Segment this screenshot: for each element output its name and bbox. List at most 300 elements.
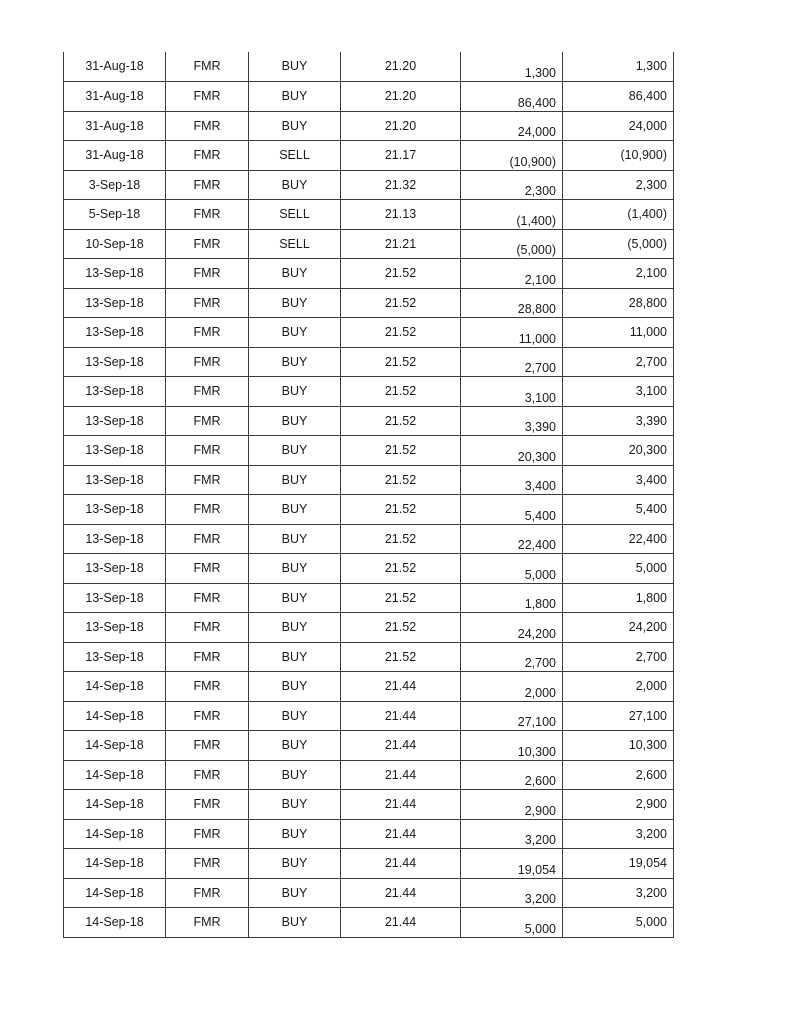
price-cell: [341, 170, 461, 200]
price: 21.44: [384, 856, 417, 870]
trade-date: 14-Sep-18: [85, 767, 144, 782]
transaction-type: BUY: [281, 797, 308, 811]
type-cell: [249, 347, 341, 377]
price-cell: [341, 701, 461, 731]
entity-name: FMR: [193, 266, 221, 280]
total-quantity: 5,000: [635, 915, 667, 929]
entity-cell: [166, 347, 249, 377]
table-row: [64, 672, 674, 702]
table-row: [64, 288, 674, 318]
price: 21.20: [384, 89, 417, 103]
quantity: 5,400: [524, 508, 556, 523]
total-cell: [563, 672, 674, 702]
entity-cell: [166, 288, 249, 318]
quantity-cell: [461, 52, 563, 82]
quantity: 24,000: [517, 125, 556, 139]
price-cell: [341, 672, 461, 702]
total-cell: [563, 436, 674, 466]
date-cell: [64, 642, 166, 672]
price: 21.52: [384, 561, 417, 575]
total-cell: [563, 465, 674, 495]
entity-name: FMR: [193, 236, 221, 251]
price: 21.52: [384, 443, 417, 457]
type-cell: [249, 760, 341, 790]
entity-name: FMR: [193, 856, 221, 870]
entity-cell: [166, 819, 249, 849]
total-quantity: 22,400: [628, 531, 667, 546]
transaction-type: BUY: [281, 590, 308, 605]
price: 21.21: [384, 236, 417, 251]
entity-name: FMR: [193, 148, 221, 162]
total-cell: [563, 229, 674, 259]
type-cell: [249, 170, 341, 200]
entity-cell: [166, 141, 249, 171]
transaction-type: BUY: [281, 738, 308, 752]
total-quantity: 20,300: [628, 443, 667, 457]
price-cell: [341, 554, 461, 584]
transaction-type: SELL: [279, 236, 310, 251]
entity-cell: [166, 465, 249, 495]
entity-name: FMR: [193, 413, 221, 428]
entity-name: FMR: [193, 531, 221, 546]
type-cell: [249, 436, 341, 466]
table-row: [64, 200, 674, 230]
table-row: [64, 318, 674, 348]
table-row: [64, 878, 674, 908]
entity-name: FMR: [193, 649, 221, 664]
total-quantity: 2,700: [635, 354, 667, 369]
quantity-cell: [461, 259, 563, 289]
type-cell: [249, 377, 341, 407]
quantity: 86,400: [517, 95, 556, 110]
quantity: 5,000: [524, 567, 556, 582]
type-cell: [249, 908, 341, 938]
type-cell: [249, 141, 341, 171]
quantity-cell: [461, 908, 563, 938]
entity-name: FMR: [193, 384, 221, 398]
price-cell: [341, 760, 461, 790]
quantity-cell: [461, 111, 563, 141]
table-row: [64, 524, 674, 554]
type-cell: [249, 288, 341, 318]
total-cell: [563, 613, 674, 643]
type-cell: [249, 583, 341, 613]
price: 21.52: [384, 502, 417, 516]
type-cell: [249, 259, 341, 289]
total-quantity: 5,000: [635, 561, 667, 575]
type-cell: [249, 524, 341, 554]
entity-cell: [166, 495, 249, 525]
table-row: [64, 908, 674, 938]
quantity-cell: [461, 465, 563, 495]
transaction-type: BUY: [281, 856, 308, 870]
entity-cell: [166, 259, 249, 289]
trade-date: 31-Aug-18: [85, 148, 144, 162]
total-cell: [563, 259, 674, 289]
quantity: 1,300: [524, 66, 556, 80]
entity-name: FMR: [193, 325, 221, 339]
transaction-type: BUY: [281, 325, 308, 339]
price-cell: [341, 908, 461, 938]
trade-date: 13-Sep-18: [85, 531, 144, 546]
type-cell: [249, 731, 341, 761]
table-row: [64, 819, 674, 849]
total-cell: [563, 347, 674, 377]
price: 21.44: [384, 767, 417, 782]
date-cell: [64, 288, 166, 318]
total-cell: [563, 583, 674, 613]
entity-cell: [166, 52, 249, 82]
price-cell: [341, 465, 461, 495]
total-quantity: 5,400: [635, 502, 667, 516]
date-cell: [64, 878, 166, 908]
entity-name: FMR: [193, 472, 221, 487]
price-cell: [341, 613, 461, 643]
transaction-type: BUY: [281, 767, 308, 782]
date-cell: [64, 908, 166, 938]
quantity-cell: [461, 524, 563, 554]
total-quantity: 3,400: [635, 472, 667, 487]
entity-name: FMR: [193, 59, 221, 73]
total-quantity: (1,400): [627, 207, 667, 221]
entity-name: FMR: [193, 118, 221, 133]
entity-name: FMR: [193, 502, 221, 516]
quantity-cell: [461, 347, 563, 377]
date-cell: [64, 318, 166, 348]
total-quantity: 19,054: [628, 856, 667, 870]
total-quantity: (5,000): [627, 236, 667, 251]
date-cell: [64, 554, 166, 584]
transaction-type: BUY: [281, 649, 308, 664]
total-cell: [563, 908, 674, 938]
total-cell: [563, 200, 674, 230]
price-cell: [341, 141, 461, 171]
total-quantity: 2,900: [635, 797, 667, 811]
total-cell: [563, 524, 674, 554]
quantity-cell: [461, 288, 563, 318]
type-cell: [249, 200, 341, 230]
transactions-table: [63, 52, 674, 938]
date-cell: [64, 583, 166, 613]
total-cell: [563, 495, 674, 525]
trade-date: 13-Sep-18: [85, 354, 144, 369]
price-cell: [341, 731, 461, 761]
total-cell: [563, 52, 674, 82]
type-cell: [249, 229, 341, 259]
type-cell: [249, 701, 341, 731]
entity-cell: [166, 406, 249, 436]
price: 21.44: [384, 797, 417, 811]
price: 21.52: [384, 472, 417, 487]
entity-name: FMR: [193, 826, 221, 841]
total-quantity: 2,100: [635, 266, 667, 280]
total-quantity: 2,000: [635, 679, 667, 693]
price: 21.44: [384, 708, 417, 723]
type-cell: [249, 613, 341, 643]
quantity: 2,300: [524, 184, 556, 198]
quantity-cell: [461, 436, 563, 466]
total-quantity: 3,390: [635, 413, 667, 428]
date-cell: [64, 141, 166, 171]
date-cell: [64, 377, 166, 407]
total-cell: [563, 849, 674, 879]
table-row: [64, 259, 674, 289]
trade-date: 14-Sep-18: [85, 826, 144, 841]
quantity: 2,000: [524, 685, 556, 700]
quantity: 2,900: [524, 803, 556, 818]
trade-date: 13-Sep-18: [85, 649, 144, 664]
entity-name: FMR: [193, 561, 221, 575]
trade-date: 13-Sep-18: [85, 295, 144, 310]
trade-date: 13-Sep-18: [85, 325, 144, 339]
transaction-type: BUY: [281, 443, 308, 457]
quantity-cell: [461, 878, 563, 908]
entity-cell: [166, 613, 249, 643]
quantity-cell: [461, 200, 563, 230]
price-cell: [341, 406, 461, 436]
entity-cell: [166, 170, 249, 200]
type-cell: [249, 82, 341, 112]
total-cell: [563, 554, 674, 584]
entity-cell: [166, 878, 249, 908]
transaction-type: BUY: [281, 59, 308, 73]
price-cell: [341, 347, 461, 377]
table-row: [64, 82, 674, 112]
quantity: 24,200: [517, 626, 556, 641]
table-row: [64, 849, 674, 879]
trade-date: 13-Sep-18: [85, 443, 144, 457]
price-cell: [341, 642, 461, 672]
quantity: 3,400: [524, 479, 556, 493]
total-quantity: 24,200: [628, 620, 667, 634]
quantity: 28,800: [517, 302, 556, 316]
total-cell: [563, 111, 674, 141]
total-quantity: (10,900): [620, 148, 667, 162]
price: 21.17: [384, 148, 417, 162]
price: 21.52: [384, 531, 417, 546]
transaction-type: BUY: [281, 826, 308, 841]
quantity-cell: [461, 760, 563, 790]
quantity: 19,054: [517, 862, 556, 877]
price: 21.52: [384, 354, 417, 369]
trade-date: 5-Sep-18: [88, 207, 141, 221]
quantity-cell: [461, 377, 563, 407]
table-row: [64, 170, 674, 200]
table-row: [64, 465, 674, 495]
date-cell: [64, 672, 166, 702]
price-cell: [341, 229, 461, 259]
quantity-cell: [461, 554, 563, 584]
total-cell: [563, 318, 674, 348]
entity-cell: [166, 436, 249, 466]
total-quantity: 10,300: [628, 738, 667, 752]
table-row: [64, 495, 674, 525]
table-row: [64, 52, 674, 82]
table-row: [64, 790, 674, 820]
price: 21.52: [384, 413, 417, 428]
entity-cell: [166, 377, 249, 407]
entity-name: FMR: [193, 797, 221, 811]
transaction-type: BUY: [281, 413, 308, 428]
transaction-type: BUY: [281, 531, 308, 546]
trade-date: 14-Sep-18: [85, 885, 144, 900]
table-row: [64, 642, 674, 672]
date-cell: [64, 170, 166, 200]
entity-cell: [166, 642, 249, 672]
entity-cell: [166, 554, 249, 584]
price: 21.44: [384, 885, 417, 900]
quantity-cell: [461, 318, 563, 348]
date-cell: [64, 760, 166, 790]
price-cell: [341, 495, 461, 525]
date-cell: [64, 200, 166, 230]
transaction-type: BUY: [281, 118, 308, 133]
entity-cell: [166, 731, 249, 761]
entity-cell: [166, 849, 249, 879]
transaction-type: BUY: [281, 885, 308, 900]
total-cell: [563, 406, 674, 436]
entity-name: FMR: [193, 443, 221, 457]
date-cell: [64, 790, 166, 820]
price: 21.20: [384, 59, 417, 73]
transaction-type: BUY: [281, 177, 308, 192]
trade-date: 13-Sep-18: [85, 590, 144, 605]
trade-date: 14-Sep-18: [85, 738, 144, 752]
total-cell: [563, 731, 674, 761]
type-cell: [249, 111, 341, 141]
table-row: [64, 731, 674, 761]
price: 21.44: [384, 679, 417, 693]
date-cell: [64, 819, 166, 849]
table-row: [64, 229, 674, 259]
type-cell: [249, 849, 341, 879]
date-cell: [64, 406, 166, 436]
trade-date: 13-Sep-18: [85, 384, 144, 398]
price-cell: [341, 524, 461, 554]
entity-cell: [166, 760, 249, 790]
date-cell: [64, 495, 166, 525]
quantity: 11,000: [518, 331, 556, 346]
quantity: 2,100: [524, 272, 556, 287]
type-cell: [249, 819, 341, 849]
total-quantity: 1,800: [635, 590, 667, 605]
quantity-cell: [461, 406, 563, 436]
price: 21.52: [384, 590, 417, 605]
quantity: 20,300: [517, 449, 556, 464]
quantity-cell: [461, 583, 563, 613]
price: 21.52: [384, 384, 417, 398]
quantity: (10,900): [509, 154, 556, 169]
price-cell: [341, 111, 461, 141]
type-cell: [249, 642, 341, 672]
transaction-type: BUY: [281, 384, 308, 398]
total-cell: [563, 790, 674, 820]
table-row: [64, 436, 674, 466]
total-cell: [563, 819, 674, 849]
price: 21.52: [384, 295, 417, 310]
price-cell: [341, 878, 461, 908]
price: 21.44: [384, 826, 417, 841]
date-cell: [64, 52, 166, 82]
entity-cell: [166, 82, 249, 112]
quantity-cell: [461, 229, 563, 259]
transaction-type: BUY: [281, 472, 308, 487]
entity-name: FMR: [193, 295, 221, 310]
type-cell: [249, 878, 341, 908]
entity-name: FMR: [193, 620, 221, 634]
table-row: [64, 613, 674, 643]
quantity: 5,000: [524, 921, 556, 936]
total-cell: [563, 760, 674, 790]
quantity-cell: [461, 495, 563, 525]
transaction-type: BUY: [281, 708, 308, 723]
entity-name: FMR: [193, 590, 221, 605]
trade-date: 3-Sep-18: [88, 177, 141, 192]
type-cell: [249, 790, 341, 820]
date-cell: [64, 111, 166, 141]
price: 21.52: [384, 649, 417, 664]
entity-cell: [166, 200, 249, 230]
total-quantity: 86,400: [628, 89, 667, 103]
quantity: 2,600: [524, 774, 556, 788]
entity-cell: [166, 318, 249, 348]
entity-name: FMR: [193, 177, 221, 192]
price-cell: [341, 52, 461, 82]
quantity-cell: [461, 701, 563, 731]
table-row: [64, 583, 674, 613]
quantity: 3,390: [524, 420, 556, 434]
transaction-type: BUY: [281, 561, 308, 575]
entity-cell: [166, 701, 249, 731]
price: 21.32: [384, 177, 417, 192]
price: 21.13: [384, 207, 417, 221]
transaction-type: BUY: [281, 354, 308, 369]
total-cell: [563, 701, 674, 731]
total-quantity: 24,000: [628, 118, 667, 133]
entity-name: FMR: [193, 354, 221, 369]
total-cell: [563, 878, 674, 908]
total-cell: [563, 82, 674, 112]
date-cell: [64, 731, 166, 761]
trade-date: 10-Sep-18: [85, 236, 144, 251]
price-cell: [341, 819, 461, 849]
price: 21.20: [384, 118, 417, 133]
total-quantity: 2,700: [635, 649, 667, 664]
quantity: 2,700: [524, 656, 556, 670]
total-quantity: 1,300: [635, 59, 667, 73]
type-cell: [249, 318, 341, 348]
entity-cell: [166, 908, 249, 938]
type-cell: [249, 672, 341, 702]
entity-name: FMR: [193, 738, 221, 752]
entity-cell: [166, 111, 249, 141]
quantity-cell: [461, 819, 563, 849]
type-cell: [249, 554, 341, 584]
entity-name: FMR: [193, 679, 221, 693]
total-cell: [563, 377, 674, 407]
quantity: (1,400): [516, 213, 556, 228]
date-cell: [64, 613, 166, 643]
total-quantity: 2,600: [635, 767, 667, 782]
trade-date: 31-Aug-18: [85, 118, 144, 133]
total-quantity: 28,800: [628, 295, 667, 310]
total-quantity: 3,100: [635, 384, 667, 398]
transaction-type: BUY: [281, 89, 308, 103]
price-cell: [341, 436, 461, 466]
table-row: [64, 701, 674, 731]
transaction-type: BUY: [281, 266, 308, 280]
trade-date: 13-Sep-18: [85, 561, 144, 575]
